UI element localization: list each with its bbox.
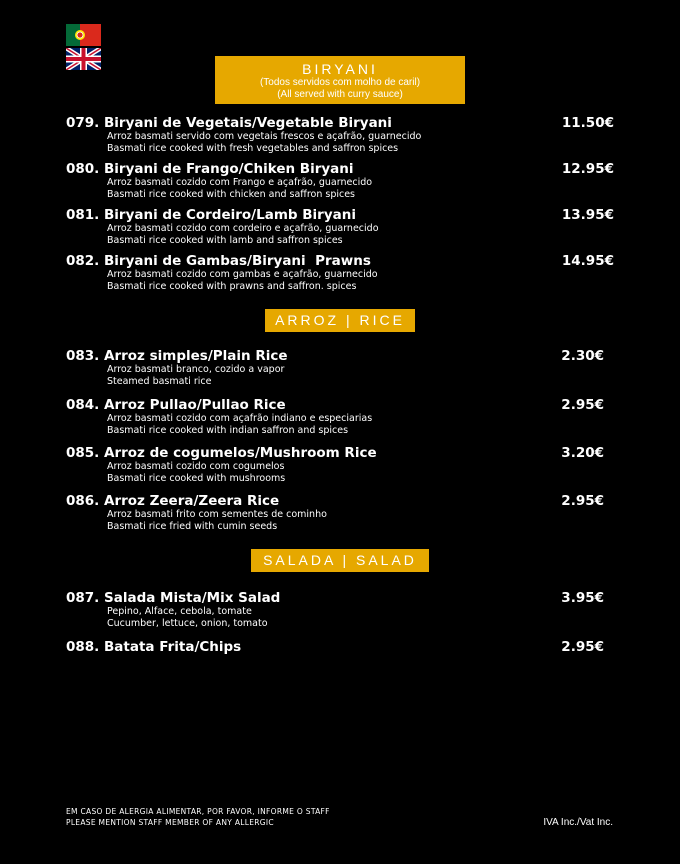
menu-item	[66, 253, 614, 292]
item-price: 11.50€	[561, 115, 614, 131]
item-name: 079. Biryani de Vegetais/Vegetable Biryani	[66, 115, 392, 131]
menu-item	[66, 445, 604, 484]
item-desc-en: Steamed basmati rice	[107, 375, 212, 387]
menu-item	[66, 115, 614, 154]
item-price: 2.30€	[561, 348, 604, 364]
item-desc-pt: Arroz basmati cozido com cogumelos	[107, 461, 285, 472]
menu-item	[66, 161, 614, 200]
portugal-flag-icon[interactable]	[66, 24, 101, 46]
item-desc-en: Basmati rice cooked with indian saffron and spices	[107, 424, 349, 436]
item-desc-pt: Arroz basmati servido com vegetais frescos e açafrão, guarnecido	[107, 131, 422, 142]
menu-item	[66, 639, 604, 655]
item-name: 083. Arroz simples/Plain Rice	[66, 348, 288, 364]
item-price: 12.95€	[561, 161, 614, 177]
section-title: BIRYANI	[302, 61, 378, 77]
item-desc-en: Basmati rice cooked with fresh vegetables and saffron spices	[107, 142, 399, 154]
item-name: 085. Arroz de cogumelos/Mushroom Rice	[66, 445, 377, 461]
menu-item	[66, 493, 604, 532]
menu-item	[66, 397, 604, 436]
section-subtitle-en: (All served with curry sauce)	[277, 89, 403, 100]
section-title: ARROZ | RICE	[275, 312, 405, 328]
item-price: 3.95€	[561, 590, 604, 606]
menu-item	[66, 207, 614, 246]
item-name: 088. Batata Frita/Chips	[66, 639, 242, 655]
vat-note: IVA Inc./Vat Inc.	[543, 817, 613, 828]
item-name: 082. Biryani de Gambas/Biryani Prawns	[66, 253, 371, 269]
item-price: 13.95€	[561, 207, 614, 223]
item-name: 084. Arroz Pullao/Pullao Rice	[66, 397, 286, 413]
allergy-notice	[66, 806, 330, 828]
uk-flag-icon[interactable]	[66, 48, 101, 70]
biryani-header	[215, 56, 465, 104]
item-price: 14.95€	[561, 253, 614, 269]
item-price: 2.95€	[561, 493, 604, 509]
section-subtitle-pt: (Todos servidos com molho de caril)	[259, 77, 421, 88]
salad-header	[251, 549, 429, 572]
item-desc-en: Basmati rice cooked with mushrooms	[107, 472, 286, 484]
menu-item	[66, 590, 604, 629]
item-name: 086. Arroz Zeera/Zeera Rice	[66, 493, 280, 509]
section-title: SALADA | SALAD	[263, 552, 417, 568]
item-desc-pt: Arroz basmati cozido com açafrão indiano e especiarias	[107, 413, 373, 424]
item-price: 2.95€	[561, 639, 604, 655]
item-desc-pt: Arroz basmati cozido com gambas e açafrão, guarnecido	[107, 269, 378, 280]
item-desc-en: Basmati rice cooked with prawns and saffron. spices	[107, 280, 357, 292]
item-price: 2.95€	[561, 397, 604, 413]
rice-header	[265, 309, 415, 332]
item-desc-pt: Pepino, Alface, cebola, tomate	[107, 606, 252, 617]
item-desc-en: Cucumber, lettuce, onion, tomato	[107, 617, 268, 629]
allergy-notice-pt: EM CASO DE ALERGIA ALIMENTAR, POR FAVOR, INFORME O STAFF	[66, 807, 330, 816]
item-desc-pt: Arroz basmati cozido com cordeiro e açafrão, guarnecido	[107, 223, 379, 234]
item-desc-en: Basmati rice cooked with chicken and saffron spices	[107, 188, 356, 200]
allergy-notice-en: PLEASE MENTION STAFF MEMBER OF ANY ALLERGIC	[66, 818, 274, 827]
item-desc-pt: Arroz basmati frito com sementes de cominho	[107, 509, 327, 520]
item-price: 3.20€	[561, 445, 604, 461]
menu-item	[66, 348, 604, 387]
item-desc-en: Basmati rice cooked with lamb and saffron spices	[107, 234, 343, 246]
item-desc-pt: Arroz basmati cozido com Frango e açafrão, guarnecido	[107, 177, 373, 188]
item-desc-en: Basmati rice fried with cumin seeds	[107, 520, 278, 532]
item-name: 080. Biryani de Frango/Chiken Biryani	[66, 161, 354, 177]
item-name: 087. Salada Mista/Mix Salad	[66, 590, 281, 606]
item-name: 081. Biryani de Cordeiro/Lamb Biryani	[66, 207, 356, 223]
item-desc-pt: Arroz basmati branco, cozido a vapor	[107, 364, 285, 375]
